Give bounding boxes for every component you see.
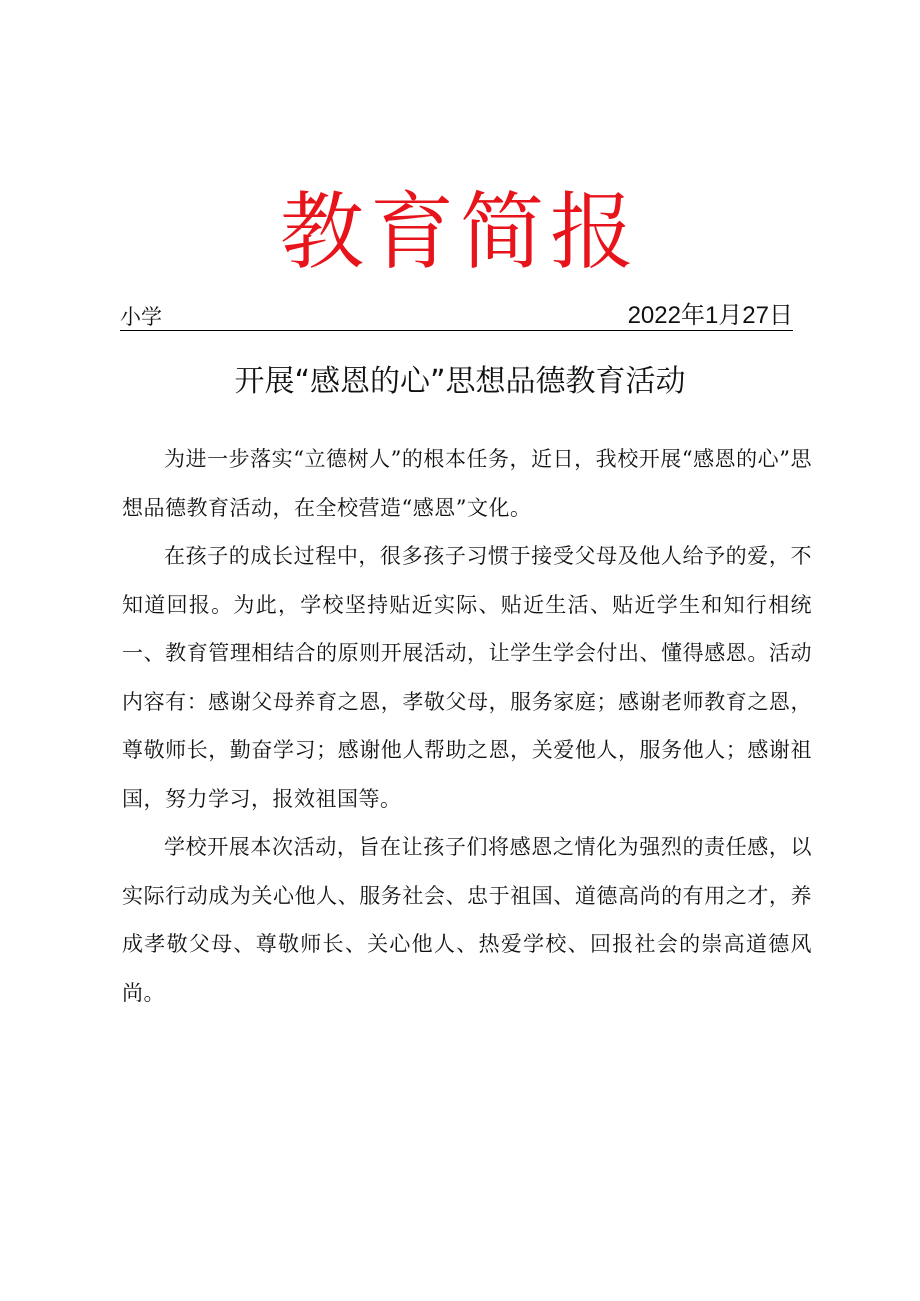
- article-body: [122, 435, 812, 1017]
- article-paragraph: 为进一步落实“立德树人”的根本任务，近日，我校开展“感恩的心”思想品德教育活动，在全校营造“感恩”文化。: [122, 447, 812, 520]
- issue-date: 2022年1月27日: [627, 302, 793, 329]
- issue-info-line: [120, 300, 793, 331]
- article-paragraph: 在孩子的成长过程中，很多孩子习惯于接受父母及他人给予的爱，不知道回报。为此，学校坚持贴近实际、贴近生活、贴近学生和知行相统一、教育管理相结合的原则开展活动，让学生学会付出、懂得感恩。活动内容有：感谢父母养育之恩，孝敬父母，服务家庭；感谢老师教育之恩，尊敬师长，勤奋学习；感谢他人帮助之恩，关爱他人，服务他人；感谢祖国，努力学习，报效祖国等。: [122, 544, 812, 811]
- article-headline: 开展“感恩的心”思想品德教育活动: [234, 364, 686, 399]
- bulletin-masthead-title: 教育简报: [279, 183, 640, 281]
- article-paragraph: 学校开展本次活动，旨在让孩子们将感恩之情化为强烈的责任感，以实际行动成为关心他人、服务社会、忠于祖国、道德高尚的有用之才，养成孝敬父母、尊敬师长、关心他人、热爱学校、回报社会的崇高道德风尚。: [122, 835, 812, 1005]
- school-name: 小学: [120, 305, 162, 329]
